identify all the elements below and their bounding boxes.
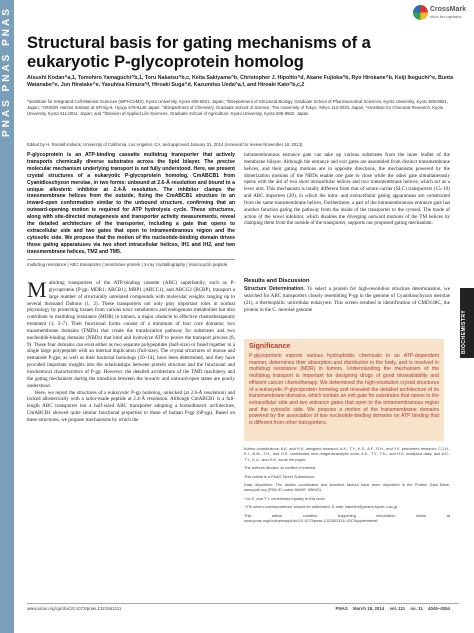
- citation-info: [332, 606, 450, 611]
- footnote-conflict: The authors declare no conflict of interest.: [244, 465, 317, 471]
- footnotes: [244, 446, 450, 526]
- footer-divider: [27, 603, 459, 604]
- crossmark-label: [430, 6, 466, 20]
- page-range: 4049–4054: [428, 606, 450, 611]
- significance-box: [244, 339, 444, 441]
- intro-continued: intramembranous entrance gate can take up various substrates from the inner leaflet of the membrane bilayer. Although the entrance and exit gates are assembled from distinct transmembrane helices, and their gating motions are in opposite directions, the mechanisms powered by the dimerization motions of the NBDs enable one gate to close while the other gate simultaneously opens with the aid of two short intracellular helices and two transmembrane helices, which act as a lever arm. This mechanism is totally different from that of solute carrier (SLC) transporters (15–19) and ABC importers (20), in which the intra- and extracellular gating apparatuses are constructed from the same transmembrane helices. Furthermore, a part of the intramembranous entrance gate has another function gating the pathway from the inside of the transporter to the cytosol. The mode of action of the novel inhibitor, which disables the diverging outward motions of the TM helices by clamping them from the outside of the transporter, supports our proposed gating mechanism.: [244, 152, 450, 227]
- footnote-data-deposition: Data deposition: The atomic coordinates and structure factors have been deposited in the Protein Data Bank, www.pdb.org (PDB ID codes 3WMF, 3WMG).: [244, 482, 450, 493]
- article-title: Structural basis for gating mechanisms of a eukaryotic P-glycoprotein homolog: [27, 34, 371, 71]
- keywords: multidrug resistance | ABC transporter | membrane protein | X-ray crystallography | macrocyclic peptide: [27, 259, 235, 268]
- footnote-correspondence: ^2To whom correspondence should be addressed. E-mail: katohiro@pharm.kyoto-u.ac.jp.: [244, 504, 399, 510]
- edited-by: Edited by H. Ronald Kaback, University of California, Los Angeles, CA, and approved January 31, 2014 (received for review November 18, 2013): [27, 142, 303, 147]
- intro-paragraph-1: ultidrug transporters of the ATP-binding cassette (ABC) superfamily, such as P-glycoprotein (P-gp; MDR1; ABCB1), MRP1 (ABCC1), and ABCG2 (BCRP), transport a large number of structurally unrelated compounds with molecular weights ranging up to several thousand Daltons (1, 2). These transporters not only play important roles in normal physiology by protecting tissues from various toxic xenobiotics and endogenous metabolites but also contribute to multidrug resistance (MDR) in tumors, a major obstacle to effective chemotherapeutic treatment (1, 3–7). Their functional forms consist of a minimum of four core domains: two transmembrane domains (TMDs) that create the translocation pathway for substrates and two nucleotide-binding domains (NBDs) that bind and hydrolyze ATP to power the transport process (8, 9). These four domains can exist either as two separate polypeptides (half-size) or fused together in a single large polypeptide with an internal duplication (full-size). The crystal structures of mouse and nematode P-gps, as well as their bacterial homologs (10–14), have been determined, and they have provided important insights into the relationships between protein structure and the functional and biochemical characteristics of P-gp. However, the detailed architecture of the TMD machinery and the gating mechanism during the transition between the inward- and outward-open states are poorly understood.: [27, 280, 235, 389]
- crossmark-text: CrossMark: [429, 5, 466, 13]
- results-paragraph: To select a protein for high-resolution structure determination, we searched for ABC transporters closely resembling P-gp in the genome of Cyanidioschyzon merolae (21), a thermophilic unicellular eukaryote. This screen resulted in identification of CMD148C, the protein in the C. merolae genome: [244, 286, 450, 313]
- intro-text: [27, 277, 235, 424]
- crossmark-icon: [413, 5, 428, 20]
- footnote-contributions: Author contributions: A.K. and H.K. designed research; A.K., T.Y., K.S., A.F., R.H., and Y.K. performed research; C.J.H., K.I., B.W., J.H., and H.S. contributed new reagents/analytic tools; A.K., T.Y., T.N., and H.K. analyzed data; and A.K., T.Y., K.U., and H.K. wrote the paper.: [244, 446, 450, 462]
- issue-date: March 18, 2014: [352, 606, 385, 611]
- structure-determination-lead: Structure Determination.: [244, 286, 305, 292]
- author-list: Atsushi Kodan^a,1, Tomohiro Yamaguchi^b,1, Toru Nakatsu^b,c, Keita Sakiyama^b, Christopher J. Hipolito^d, Akane Fujioka^b, Ryo Hirokane^b, Keiji Ikeguchi^e, Bunta Watanabe^e, Jun Hiratake^e, Yasuhisa Kimura^f, Hiroaki Suga^d, Kazumitsu Ueda^a,f, and Hiroaki Kato^b,c,2: [27, 75, 454, 89]
- footnote-equal-contribution: ^1A.K. and T.Y. contributed equally to this work.: [244, 495, 326, 501]
- drop-cap: M: [27, 277, 47, 302]
- results-heading: Results and Discussion: [244, 278, 310, 284]
- sidebar-label: PNAS PNAS PNAS: [1, 6, 12, 137]
- intro-paragraph-2: Here, we report the structures of a eukaryotic P-gp homolog, unlocked (at 2.6-Å resolution) and locked allosterically with a tailor-made peptide at 2.4-Å resolution. Although CmABCB1 is a full-length ABC transporter but a half-sized ABC transporter adopting a homodimeric architecture, CmABCB1 showed quite similar functional properties to those of human P-gp (hP-gp). Based on these structures, we propose mechanisms by which the: [27, 389, 235, 423]
- crossmark-sub: click for updates: [429, 13, 462, 19]
- journal-sidebar: [0, 0, 14, 633]
- significance-text: P-glycoprotein exports various hydrophobic chemicals in an ATP-dependent manner, determines their absorption and distribution in the body, and is involved in multidrug resistance (MDR) in tumors. Understanding the mechanism of the multidrug transport is important for designing drugs of good bioavailability and efficient cancer chemotherapy. We determined the high-resolution crystal structures of a eukaryotic P-glycoprotein homolog and revealed the detailed architecture of its transmembrane domains, which contain an exit gate for substrates that opens to the extracellular side and two entrance gates that open to the intramembranous region and the cytosolic side. We propose a motion of the transmembrane domains powered by the association of two nucleotide-binding domains on ATP binding that is different from other transporters.: [249, 353, 439, 427]
- issue: no. 11: [410, 606, 423, 611]
- footnote-submission: This article is a PNAS Direct Submission.: [244, 473, 316, 479]
- abstract: P-glycoprotein is an ATP-binding cassette multidrug transporter that actively transports chemically diverse substrates across the lipid bilayer. The precise molecular mechanism underlying transport is not fully understood. Here, we present crystal structures of a eukaryotic P-glycoprotein homolog, CmABCB1 from Cyanidioschyzon merolae, in two forms: unbound at 2.6-Å resolution and bound to a unique allosteric inhibitor at 2.4-Å resolution. The inhibitor clamps the transmembrane helices from the outside, fixing the CmABCB1 structure in an inward-open conformation similar to the unbound structure, confirming that an outward-opening motion is required for ATP hydrolysis cycle. These structures, along with site-directed mutagenesis and transporter activity measurements, reveal the detailed architecture of the transporter, including a gate that opens to extracellular side and two gates that open to intramembranous region and the cytosolic side. We propose that the motion of the nucleotide-binding domain drives those gating apparatuses via two short intracellular helices, IH1 and IH2, and two transmembrane helices, TM2 and TM5.: [27, 152, 235, 255]
- affiliations: ^aInstitute for Integrated Cell-Material Sciences (WPI-iCeMS), Kyoto University, Kyoto 606-8501, Japan; ^bDepartment of Structural Biology, Graduate School of Pharmaceutical Sciences, Kyoto University, Kyoto 606-8501, Japan; ^cRIKEN Harima Institute at SPring-8, Hyogo 679-5148 Japan; ^dDepartment of Chemistry, Graduate School of Science, The University of Tokyo, Tokyo 113-0033, Japan; ^eInstitute for Chemical Research, Kyoto University, Kyoto 611-0011, Japan; and ^fDivision of Applied Life Sciences, Graduate School of Agriculture, Kyoto University, Kyoto 606-8502, Japan: [27, 99, 449, 116]
- results-text: [244, 286, 450, 313]
- doi-link[interactable]: www.pnas.org/cgi/doi/10.1073/pnas.1321562111: [27, 606, 122, 611]
- footnote-supporting-info: This article contains supporting information online at www.pnas.org/lookup/suppl/doi:10.1073/pnas.1321562111/-/DCSupplemental.: [244, 512, 450, 524]
- journal-name: PNAS: [335, 606, 348, 611]
- crossmark-badge[interactable]: [413, 5, 466, 20]
- volume: vol. 111: [389, 606, 406, 611]
- section-tab-label: BIOCHEMISTRY: [461, 309, 467, 354]
- significance-title: Significance: [249, 343, 291, 350]
